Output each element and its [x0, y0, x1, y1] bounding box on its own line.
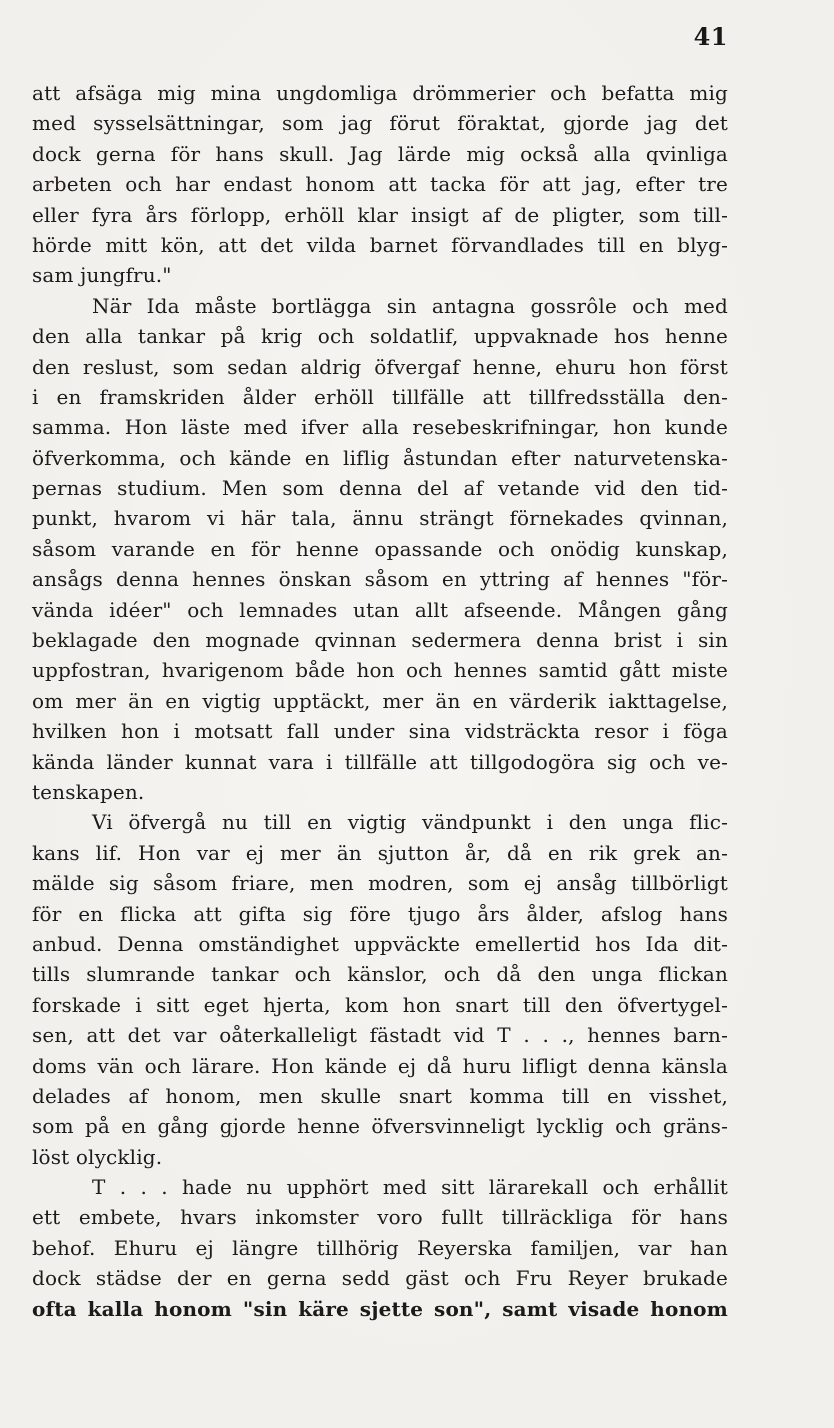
- text-line-content: som på en gång gjorde henne öfversvinneligt lycklig och gräns-: [32, 1114, 728, 1139]
- text-line: [32, 595, 728, 625]
- text-line-content: den alla tankar på krig och soldatlif, uppvaknade hos henne: [32, 324, 728, 349]
- text-line: [32, 200, 728, 230]
- text-line: [32, 1111, 728, 1141]
- text-line: [32, 260, 728, 290]
- text-line-content: pernas studium. Men som denna del af vetande vid den tid-: [32, 476, 728, 501]
- text-line-content: punkt, hvarom vi här tala, ännu strängt förnekades qvinnan,: [32, 506, 728, 531]
- text-line-content: den reslust, som sedan aldrig öfvergaf henne, ehuru hon först: [32, 354, 728, 379]
- text-line-content: uppfostran, hvarigenom både hon och hennes samtid gått miste: [32, 658, 728, 683]
- text-line: [32, 1081, 728, 1111]
- text-line-content: öfverkomma, och kände en liflig åstundan efter naturvetenska-: [32, 445, 728, 470]
- text-line: [32, 139, 728, 169]
- text-line: [32, 990, 728, 1020]
- text-line-content: med sysselsättningar, som jag förut föraktat, gjorde jag det: [32, 111, 728, 136]
- text-line-content: kans lif. Hon var ej mer än sjutton år, då en rik grek an-: [32, 840, 728, 865]
- text-line-content: såsom varande en för henne opassande och onödig kunskap,: [32, 536, 728, 561]
- text-line: [32, 899, 728, 929]
- text-line: [32, 1172, 728, 1202]
- text-line: [32, 443, 728, 473]
- text-line-content: beklagade den mognade qvinnan sedermera denna brist i sin: [32, 628, 728, 653]
- text-line-content: mälde sig såsom friare, men modren, som ej ansåg tillbörligt: [32, 871, 728, 896]
- text-line-content: löst olycklig.: [32, 1144, 163, 1169]
- text-line: [32, 108, 728, 138]
- text-line-content: anbud. Denna omständighet uppväckte emellertid hos Ida dit-: [32, 931, 728, 956]
- body-text: [32, 78, 728, 1324]
- text-line: [32, 382, 728, 412]
- text-line-content: hvilken hon i motsatt fall under sina vidsträckta resor i föga: [32, 719, 728, 744]
- text-line: [32, 1202, 728, 1232]
- text-line-content: doms vän och lärare. Hon kände ej då huru lifligt denna känsla: [32, 1053, 728, 1078]
- text-line-content: delades af honom, men skulle snart komma till en visshet,: [32, 1083, 728, 1108]
- text-line-content: i en framskriden ålder erhöll tillfälle att tillfredsställa den-: [32, 384, 728, 409]
- text-line-content: för en flicka att gifta sig före tjugo års ålder, afslog hans: [32, 901, 728, 926]
- text-line: [32, 777, 728, 807]
- text-line: [32, 1051, 728, 1081]
- page-number: 41: [693, 22, 728, 51]
- text-line: [32, 1142, 728, 1172]
- text-line-content: dock gerna för hans skull. Jag lärde mig också alla qvinliga: [32, 141, 728, 166]
- text-line: [32, 1263, 728, 1293]
- text-line: [32, 473, 728, 503]
- text-line: [32, 686, 728, 716]
- text-line-content: vända idéer" och lemnades utan allt afseende. Mången gång: [32, 597, 728, 622]
- text-line: [32, 807, 728, 837]
- text-line-content: att afsäga mig mina ungdomliga drömmerier och befatta mig: [32, 81, 728, 105]
- text-line-content: ofta kalla honom "sin käre sjette son", samt visade honom: [32, 1296, 728, 1321]
- text-line-content: När Ida måste bortlägga sin antagna gossrôle och med: [92, 293, 728, 318]
- text-line-content: ett embete, hvars inkomster voro fullt tillräckliga för hans: [32, 1205, 728, 1230]
- text-line-content: forskade i sitt eget hjerta, kom hon snart till den öfvertygel-: [32, 992, 728, 1017]
- text-line-content: kända länder kunnat vara i tillfälle att tillgodogöra sig och ve-: [32, 749, 728, 774]
- text-line: [32, 1233, 728, 1263]
- text-line-content: Vi öfvergå nu till en vigtig vändpunkt i den unga flic-: [92, 810, 728, 835]
- text-line: [32, 534, 728, 564]
- text-line-content: ansågs denna hennes önskan såsom en yttring af hennes "för-: [32, 567, 728, 592]
- text-line-content: dock städse der en gerna sedd gäst och Fru Reyer brukade: [32, 1266, 728, 1291]
- text-line-content: eller fyra års förlopp, erhöll klar insigt af de pligter, som till-: [32, 202, 728, 227]
- text-line-content: samma. Hon läste med ifver alla resebeskrifningar, hon kunde: [32, 415, 728, 440]
- text-line: [32, 1294, 728, 1324]
- text-line-content: arbeten och har endast honom att tacka för att jag, efter tre: [32, 172, 728, 197]
- text-line: [32, 625, 728, 655]
- text-line-content: sen, att det var oåterkalleligt fästadt vid T . . ., hennes barn-: [32, 1023, 728, 1048]
- text-line: [32, 959, 728, 989]
- text-line: [32, 868, 728, 898]
- text-line: [32, 655, 728, 685]
- text-line-content: T . . . hade nu upphört med sitt lärarekall och erhållit: [92, 1175, 728, 1200]
- text-line: [32, 747, 728, 777]
- text-line: [32, 503, 728, 533]
- text-line-content: behof. Ehuru ej längre tillhörig Reyerska familjen, var han: [32, 1235, 728, 1260]
- text-line: [32, 929, 728, 959]
- text-line: [32, 1020, 728, 1050]
- text-line: [32, 564, 728, 594]
- text-line-content: tenskapen.: [32, 779, 145, 804]
- text-line: [32, 352, 728, 382]
- text-line: [32, 716, 728, 746]
- text-line: [32, 169, 728, 199]
- text-line-content: sam jungfru.": [32, 263, 172, 288]
- text-line-content: hörde mitt kön, att det vilda barnet förvandlades till en blyg-: [32, 232, 728, 257]
- text-line: [32, 78, 728, 108]
- text-line: [32, 291, 728, 321]
- text-line: [32, 321, 728, 351]
- text-line: [32, 230, 728, 260]
- text-line-content: tills slumrande tankar och känslor, och då den unga flickan: [32, 962, 728, 987]
- text-line: [32, 412, 728, 442]
- text-line-content: om mer än en vigtig upptäckt, mer än en värderik iakttagelse,: [32, 688, 728, 713]
- text-line: [32, 838, 728, 868]
